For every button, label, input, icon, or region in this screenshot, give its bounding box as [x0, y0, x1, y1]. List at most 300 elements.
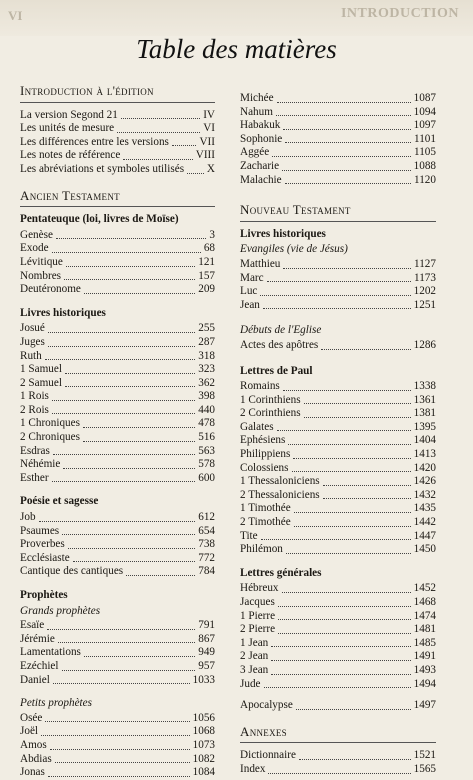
entry-page-number: 772: [198, 551, 215, 564]
dot-leader: [278, 618, 411, 620]
entry-page-number: VI: [203, 122, 215, 135]
toc-entry: [20, 712, 215, 726]
entry-page-number: 1202: [413, 285, 436, 298]
entry-page-number: 1068: [192, 725, 215, 738]
entry-label: Cantique des cantiques: [20, 565, 124, 578]
intro-list: [20, 109, 215, 177]
entry-label: Marc: [240, 271, 264, 284]
entry-page-number: 1338: [413, 380, 436, 393]
dot-leader: [63, 467, 195, 469]
toc-entry: [240, 650, 436, 664]
dot-leader: [285, 182, 411, 184]
toc-entry: [20, 122, 215, 136]
entry-page-number: X: [206, 162, 215, 175]
toc-entry: [20, 417, 215, 431]
section-rule: [20, 102, 215, 103]
entry-label: Ecclésiaste: [20, 551, 70, 564]
lettres-paul-heading: Lettres de Paul: [240, 364, 313, 377]
entry-label: Esaïe: [20, 619, 45, 632]
entry-label: 1 Samuel: [20, 363, 62, 376]
entry-label: Malachie: [240, 173, 282, 186]
toc-entry: [20, 538, 215, 552]
dot-leader: [45, 720, 189, 722]
toc-entry: [240, 596, 436, 610]
entry-page-number: 1485: [413, 636, 436, 649]
entry-label: Néhémie: [20, 458, 61, 471]
entry-label: 1 Thessaloniciens: [240, 475, 320, 488]
entry-label: 2 Timothée: [240, 516, 291, 529]
entry-label: Jérémie: [20, 632, 55, 645]
entry-label: Proverbes: [20, 538, 65, 551]
entry-label: Michée: [240, 92, 274, 104]
dot-leader: [282, 169, 411, 171]
entry-page-number: 440: [198, 403, 215, 416]
entry-page-number: 1088: [413, 159, 436, 172]
entry-page-number: 1468: [413, 596, 436, 608]
dot-leader: [286, 552, 411, 554]
page-title: Table des matières: [136, 34, 337, 64]
entry-page-number: 1056: [192, 711, 215, 724]
toc-entry: [20, 552, 215, 566]
toc-entry: [240, 160, 436, 174]
entry-page-number: 600: [198, 471, 215, 484]
entry-page-number: 3: [209, 228, 215, 241]
entry-label: Matthieu: [240, 257, 281, 270]
toc-entry: [240, 407, 436, 421]
toc-entry: [240, 530, 436, 544]
dot-leader: [299, 758, 411, 760]
dot-leader: [283, 389, 411, 391]
entry-label: Joël: [20, 725, 39, 738]
entry-label: Hébreux: [240, 582, 279, 595]
entry-page-number: IV: [203, 108, 215, 121]
toc-entry: [240, 299, 436, 313]
entry-page-number: 318: [198, 349, 215, 362]
entry-label: Actes des apôtres: [240, 338, 319, 351]
entry-label: Colossiens: [240, 461, 289, 474]
dot-leader: [277, 429, 411, 431]
entry-label: Osée: [20, 711, 43, 724]
entry-label: Ruth: [20, 349, 42, 362]
toc-entry: [240, 502, 436, 516]
entry-page-number: 287: [198, 335, 215, 348]
toc-entry: [240, 421, 436, 435]
toc-entry: [240, 582, 436, 596]
dot-leader: [293, 457, 410, 459]
dot-leader: [268, 772, 410, 774]
entry-page-number: 1565: [413, 762, 436, 775]
dot-leader: [272, 155, 411, 157]
entry-page-number: 578: [198, 458, 215, 471]
entry-label: Ephésiens: [240, 434, 286, 447]
dot-leader: [261, 538, 411, 540]
entry-page-number: 1442: [413, 516, 436, 529]
dot-leader: [294, 525, 411, 527]
dot-leader: [65, 372, 195, 374]
dot-leader: [288, 443, 410, 445]
toc-entry: [20, 242, 215, 256]
entry-label: Deutéronome: [20, 283, 81, 296]
toc-entry: [240, 749, 436, 763]
entry-label: Jacques: [240, 596, 275, 608]
entry-label: Apocalypse: [240, 699, 293, 712]
entry-page-number: 1094: [413, 105, 436, 118]
entry-label: Les unités de mesure: [20, 122, 115, 135]
entry-label: 1 Pierre: [240, 609, 276, 622]
entry-label: Genèse: [20, 228, 53, 241]
entry-label: Jude: [240, 677, 261, 690]
entry-label: Habakuk: [240, 119, 281, 132]
toc-entry: [240, 489, 436, 503]
entry-page-number: 867: [198, 632, 215, 645]
debuts-eglise-heading: Débuts de l'Eglise: [240, 324, 322, 337]
prophetes-heading: Prophètes: [20, 589, 68, 601]
toc-entry: [20, 350, 215, 364]
toc-entry: [240, 146, 436, 160]
entry-label: Index: [240, 762, 266, 775]
dot-leader: [52, 251, 201, 253]
entry-page-number: 398: [198, 390, 215, 403]
toc-entry: [20, 445, 215, 459]
entry-page-number: 516: [198, 431, 215, 444]
entry-label: 2 Corinthiens: [240, 407, 301, 420]
entry-label: Aggée: [240, 146, 270, 159]
entry-page-number: 563: [198, 444, 215, 457]
dot-leader: [48, 331, 195, 333]
entry-page-number: 791: [198, 619, 215, 632]
entry-page-number: 255: [198, 322, 215, 335]
dot-leader: [121, 117, 200, 119]
entry-page-number: 1033: [192, 673, 215, 686]
dot-leader: [64, 278, 195, 280]
toc-right-column: [240, 92, 436, 777]
entry-page-number: 1127: [414, 257, 436, 270]
lettres-paul-list: [240, 380, 436, 557]
evangiles-heading: Evangiles (vie de Jésus): [240, 243, 348, 256]
entry-label: 2 Samuel: [20, 376, 62, 389]
dot-leader: [304, 416, 411, 418]
entry-label: Jean: [240, 298, 260, 311]
entry-label: Luc: [240, 285, 258, 298]
dot-leader: [56, 237, 206, 239]
dot-leader: [172, 144, 197, 146]
toc-entry: [240, 92, 436, 106]
entry-label: 2 Chroniques: [20, 431, 80, 444]
dot-leader: [53, 453, 195, 455]
section-rule: [240, 742, 436, 743]
entry-label: Juges: [20, 335, 45, 348]
entry-label: 1 Timothée: [240, 502, 291, 515]
running-header-right: INTRODUCTION: [340, 6, 459, 21]
toc-entry: [20, 270, 215, 284]
dot-leader: [65, 385, 195, 387]
evangiles-list: [240, 258, 436, 312]
toc-entry: [240, 623, 436, 637]
toc-entry: [20, 646, 215, 660]
entry-page-number: 957: [198, 659, 215, 672]
entry-label: Galates: [240, 420, 274, 433]
toc-entry: [20, 431, 215, 445]
entry-label: Philémon: [240, 543, 283, 556]
dot-leader: [282, 591, 411, 593]
dot-leader: [48, 345, 195, 347]
entry-page-number: 1251: [413, 298, 436, 311]
toc-entry: [240, 272, 436, 286]
dot-leader: [73, 560, 196, 562]
toc-entry: [240, 285, 436, 299]
toc-entry: [20, 472, 215, 486]
dot-leader: [66, 265, 195, 267]
historiques-list: [20, 322, 215, 485]
entry-label: 1 Corinthiens: [240, 393, 301, 406]
dot-leader: [263, 307, 411, 309]
entry-label: Sophonie: [240, 132, 283, 145]
toc-entry: [20, 390, 215, 404]
toc-entry: [20, 633, 215, 647]
entry-label: Abdias: [20, 752, 52, 765]
dot-leader: [58, 641, 195, 643]
debuts-list: [240, 339, 436, 353]
toc-entry: [240, 448, 436, 462]
entry-page-number: 1435: [413, 502, 436, 515]
toc-entry: [240, 380, 436, 394]
toc-entry: [240, 434, 436, 448]
entry-page-number: 1087: [413, 92, 436, 104]
entry-page-number: 1497: [413, 699, 436, 712]
entry-label: Josué: [20, 322, 45, 335]
intro-heading: Introduction à l'édition: [20, 83, 154, 98]
entry-page-number: 1420: [413, 461, 436, 474]
toc-entry: [240, 637, 436, 651]
toc-left-column: [20, 84, 215, 780]
entry-label: Dictionnaire: [240, 749, 296, 762]
toc-entry: [20, 525, 215, 539]
toc-entry: [20, 725, 215, 739]
entry-label: 2 Pierre: [240, 623, 276, 636]
entry-page-number: 738: [198, 538, 215, 551]
toc-entry: [20, 163, 215, 177]
dot-leader: [45, 358, 195, 360]
entry-page-number: 1432: [413, 488, 436, 501]
entry-label: Tite: [240, 529, 258, 542]
section-rule: [240, 221, 436, 222]
dot-leader: [277, 101, 411, 103]
dot-leader: [323, 484, 411, 486]
dot-leader: [285, 141, 411, 143]
annexes-list: [240, 749, 436, 776]
dot-leader: [41, 734, 190, 736]
dot-leader: [50, 748, 190, 750]
annexes-heading: Annexes: [240, 723, 287, 739]
entry-label: 1 Rois: [20, 390, 49, 403]
toc-entry: [20, 404, 215, 418]
dot-leader: [52, 399, 195, 401]
toc-entry: [240, 174, 436, 188]
entry-page-number: 1286: [413, 338, 436, 351]
entry-label: Les différences entre les versions: [20, 135, 169, 148]
toc-entry: [240, 475, 436, 489]
toc-entry: [20, 753, 215, 767]
toc-entry: [20, 377, 215, 391]
entry-page-number: 121: [198, 255, 215, 268]
dot-leader: [53, 682, 190, 684]
entry-label: Jonas: [20, 766, 45, 779]
toc-entry: [20, 619, 215, 633]
entry-label: Daniel: [20, 673, 50, 686]
entry-page-number: VIII: [195, 149, 215, 162]
poesie-heading: Poésie et sagesse: [20, 495, 99, 508]
toc-entry: [20, 674, 215, 688]
dot-leader: [55, 761, 190, 763]
dot-leader: [84, 292, 195, 294]
toc-entry: [20, 565, 215, 579]
entry-page-number: 157: [198, 269, 215, 282]
dot-leader: [278, 632, 411, 634]
toc-entry: [240, 258, 436, 272]
dot-leader: [283, 128, 410, 130]
entry-page-number: 1474: [413, 609, 436, 622]
dot-leader: [296, 708, 411, 710]
entry-page-number: 1073: [192, 738, 215, 751]
toc-entry: [240, 394, 436, 408]
grands-prophetes-list: [20, 619, 215, 687]
entry-label: Lévitique: [20, 255, 63, 268]
entry-page-number: 1494: [413, 677, 436, 690]
dot-leader: [48, 775, 190, 777]
toc-entry: [240, 543, 436, 557]
entry-page-number: 1493: [413, 663, 436, 676]
entry-page-number: 1101: [414, 132, 436, 145]
ancien-testament-heading: Ancien Testament: [20, 187, 120, 203]
entry-page-number: 362: [198, 376, 215, 389]
entry-label: Esther: [20, 471, 49, 484]
lettres-generales-list: [240, 582, 436, 691]
entry-label: Zacharie: [240, 159, 280, 172]
lettres-generales-heading: Lettres générales: [240, 566, 322, 579]
entry-page-number: 1413: [413, 448, 436, 461]
dot-leader: [62, 533, 195, 535]
toc-entry: [20, 109, 215, 123]
toc-entry: [20, 336, 215, 350]
entry-label: 2 Rois: [20, 403, 49, 416]
entry-label: 1 Jean: [240, 636, 269, 649]
entry-label: Exode: [20, 242, 49, 255]
dot-leader: [283, 267, 411, 269]
entry-label: La version Segond 21: [20, 108, 118, 121]
toc-entry: [20, 739, 215, 753]
dot-leader: [62, 669, 196, 671]
entry-page-number: 478: [198, 417, 215, 430]
toc-entry: [240, 133, 436, 147]
toc-entry: [20, 149, 215, 163]
entry-page-number: 1084: [192, 766, 215, 779]
toc-entry: [20, 136, 215, 150]
grands-prophetes-heading: Grands prophètes: [20, 604, 101, 617]
entry-label: Nahum: [240, 105, 273, 118]
entry-label: Amos: [20, 738, 47, 751]
dot-leader: [323, 497, 411, 499]
dot-leader: [304, 402, 411, 404]
toc-entry: [240, 763, 436, 777]
entry-page-number: 1491: [413, 650, 436, 663]
dot-leader: [126, 574, 195, 576]
dot-leader: [52, 412, 195, 414]
toc-entry: [20, 322, 215, 336]
entry-page-number: 68: [203, 242, 215, 255]
pentateuque-list: [20, 229, 215, 297]
toc-entry: [20, 660, 215, 674]
entry-label: Romains: [240, 380, 280, 393]
petits-prophetes-heading: Petits prophètes: [20, 697, 92, 710]
entry-label: 2 Thessaloniciens: [240, 488, 320, 501]
entry-page-number: 323: [198, 363, 215, 376]
petits-prophetes-list: [20, 712, 215, 780]
toc-entry: [240, 699, 436, 713]
entry-page-number: VII: [199, 135, 215, 148]
entry-page-number: 1097: [413, 119, 436, 132]
running-header-left: VI: [8, 8, 23, 23]
toc-entry: [20, 283, 215, 297]
entry-label: Esdras: [20, 444, 50, 457]
entry-label: Nombres: [20, 269, 62, 282]
dot-leader: [271, 673, 410, 675]
petits-prophetes-list-cont: [240, 92, 436, 187]
toc-entry: [240, 610, 436, 624]
dot-leader: [83, 440, 195, 442]
toc-entry: [240, 119, 436, 133]
entry-page-number: 784: [198, 565, 215, 578]
entry-page-number: 1481: [413, 623, 436, 636]
entry-label: 3 Jean: [240, 663, 269, 676]
entry-page-number: 1082: [192, 752, 215, 765]
entry-label: Les notes de référence: [20, 149, 121, 162]
nt-historiques-heading: Livres historiques: [240, 227, 326, 240]
dot-leader: [267, 280, 411, 282]
entry-page-number: 1395: [413, 420, 436, 433]
entry-page-number: 1120: [414, 173, 436, 186]
dot-leader: [39, 520, 196, 522]
entry-page-number: 949: [198, 646, 215, 659]
dot-leader: [117, 131, 200, 133]
entry-label: 2 Jean: [240, 650, 269, 663]
entry-page-number: 654: [198, 524, 215, 537]
dot-leader: [84, 655, 195, 657]
toc-entry: [240, 462, 436, 476]
dot-leader: [68, 547, 195, 549]
dot-leader: [83, 426, 195, 428]
entry-label: Job: [20, 511, 36, 524]
entry-label: Psaumes: [20, 524, 60, 537]
toc-entry: [20, 363, 215, 377]
dot-leader: [278, 605, 411, 607]
entry-page-number: 612: [198, 511, 215, 524]
toc-entry: [20, 229, 215, 243]
dot-leader: [321, 348, 410, 350]
toc-entry: [240, 339, 436, 353]
toc-entry: [20, 256, 215, 270]
pentateuque-heading: Pentateuque (loi, livres de Moïse): [20, 213, 179, 226]
entry-label: 1 Chroniques: [20, 417, 80, 430]
entry-page-number: 209: [198, 283, 215, 296]
dot-leader: [264, 686, 411, 688]
dot-leader: [123, 158, 192, 160]
toc-entry: [240, 678, 436, 692]
dot-leader: [292, 470, 411, 472]
entry-page-number: 1404: [413, 434, 436, 447]
entry-page-number: 1521: [413, 749, 436, 762]
dot-leader: [260, 294, 410, 296]
entry-label: Philippiens: [240, 448, 291, 461]
